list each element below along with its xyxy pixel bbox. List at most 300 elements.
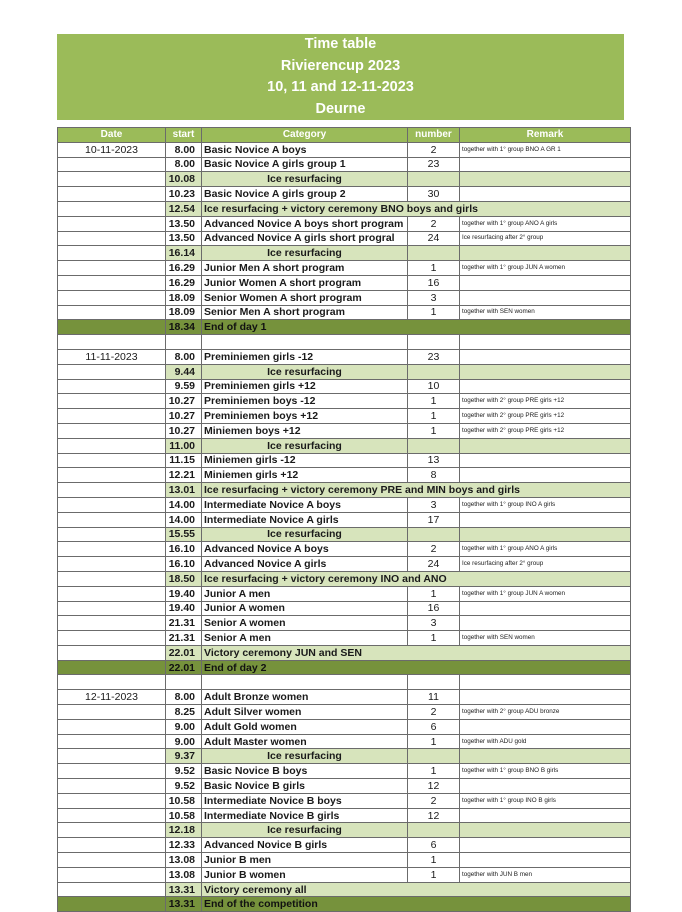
remark-cell: together with 2° group PRE girls +12 (460, 394, 631, 409)
spacer-row (58, 675, 631, 690)
category-cell: Ice resurfacing + victory ceremony PRE and MIN boys and girls (202, 483, 631, 498)
table-row (58, 719, 631, 734)
date-cell (58, 867, 166, 882)
participant-count-cell (408, 749, 460, 764)
schedule-table (57, 127, 631, 912)
remark-cell (460, 379, 631, 394)
table-row (58, 157, 631, 172)
table-row (58, 349, 631, 364)
start-time-cell: 9.52 (166, 764, 202, 779)
table-row (58, 705, 631, 720)
participant-count-cell (408, 527, 460, 542)
participant-count-cell: 6 (408, 719, 460, 734)
start-time-cell: 12.33 (166, 838, 202, 853)
date-cell (58, 631, 166, 646)
date-cell (58, 231, 166, 246)
category-cell: Junior A women (202, 601, 408, 616)
title-banner (57, 34, 624, 120)
date-cell: 11-11-2023 (58, 349, 166, 364)
category-cell: Basic Novice A girls group 1 (202, 157, 408, 172)
date-cell (58, 705, 166, 720)
table-row (58, 187, 631, 202)
category-cell: Ice resurfacing (202, 749, 408, 764)
remark-cell: together with 2° group ADU bronze (460, 705, 631, 720)
participant-count-cell: 13 (408, 453, 460, 468)
start-time-cell: 19.40 (166, 601, 202, 616)
start-time-cell: 9.59 (166, 379, 202, 394)
remark-cell: together with SEN women (460, 305, 631, 320)
remark-cell (460, 675, 631, 690)
category-cell: Preminiemen girls -12 (202, 349, 408, 364)
date-cell (58, 438, 166, 453)
start-time-cell: 13.50 (166, 216, 202, 231)
date-cell (58, 601, 166, 616)
participant-count-cell: 17 (408, 512, 460, 527)
remark-cell (460, 749, 631, 764)
remark-cell (460, 719, 631, 734)
start-time-cell: 16.29 (166, 275, 202, 290)
remark-cell: together with 1° group BNO A GR 1 (460, 142, 631, 157)
category-cell: Junior B men (202, 853, 408, 868)
category-cell: Ice resurfacing + victory ceremony INO and ANO (202, 571, 631, 586)
start-time-cell: 9.00 (166, 734, 202, 749)
start-time-cell: 18.09 (166, 305, 202, 320)
column-header-date: Date (58, 128, 166, 143)
table-row (58, 142, 631, 157)
start-time-cell: 12.18 (166, 823, 202, 838)
participant-count-cell: 1 (408, 867, 460, 882)
start-time-cell: 9.44 (166, 364, 202, 379)
start-time-cell: 9.52 (166, 779, 202, 794)
remark-cell (460, 823, 631, 838)
participant-count-cell: 1 (408, 409, 460, 424)
start-time-cell: 12.21 (166, 468, 202, 483)
start-time-cell (166, 335, 202, 350)
table-row (58, 690, 631, 705)
remark-cell: together with 1° group JUN A women (460, 586, 631, 601)
participant-count-cell: 3 (408, 290, 460, 305)
table-row (58, 438, 631, 453)
date-cell (58, 453, 166, 468)
remark-cell (460, 808, 631, 823)
remark-cell (460, 246, 631, 261)
start-time-cell: 12.54 (166, 201, 202, 216)
date-cell (58, 823, 166, 838)
remark-cell: together with 2° group PRE girls +12 (460, 423, 631, 438)
table-row (58, 290, 631, 305)
table-row (58, 512, 631, 527)
date-cell (58, 586, 166, 601)
start-time-cell: 8.00 (166, 349, 202, 364)
remark-cell (460, 187, 631, 202)
table-row (58, 364, 631, 379)
category-cell: Advanced Novice A girls (202, 557, 408, 572)
participant-count-cell: 2 (408, 542, 460, 557)
date-cell (58, 468, 166, 483)
category-cell: Victory ceremony JUN and SEN (202, 645, 631, 660)
category-cell: Intermediate Novice B boys (202, 793, 408, 808)
start-time-cell: 10.27 (166, 394, 202, 409)
table-row (58, 423, 631, 438)
participant-count-cell (408, 823, 460, 838)
participant-count-cell (408, 246, 460, 261)
participant-count-cell: 8 (408, 468, 460, 483)
participant-count-cell: 23 (408, 349, 460, 364)
remark-cell: Ice resurfacing after 2° group (460, 231, 631, 246)
participant-count-cell (408, 675, 460, 690)
start-time-cell: 9.00 (166, 719, 202, 734)
category-cell: Ice resurfacing (202, 823, 408, 838)
start-time-cell: 22.01 (166, 660, 202, 675)
remark-cell: together with ADU gold (460, 734, 631, 749)
remark-cell (460, 453, 631, 468)
start-time-cell: 19.40 (166, 586, 202, 601)
date-cell (58, 320, 166, 335)
remark-cell: together with 1° group JUN A women (460, 261, 631, 276)
date-cell (58, 557, 166, 572)
table-header-row (58, 128, 631, 143)
category-cell: Miniemen girls +12 (202, 468, 408, 483)
date-cell (58, 201, 166, 216)
start-time-cell: 10.27 (166, 423, 202, 438)
category-cell: Advanced Novice B girls (202, 838, 408, 853)
remark-cell: together with 1° group ANO A girls (460, 216, 631, 231)
category-cell: End of day 1 (202, 320, 631, 335)
participant-count-cell: 30 (408, 187, 460, 202)
date-cell (58, 764, 166, 779)
start-time-cell: 18.09 (166, 290, 202, 305)
date-cell (58, 187, 166, 202)
table-row (58, 201, 631, 216)
remark-cell (460, 172, 631, 187)
category-cell: Ice resurfacing + victory ceremony BNO boys and girls (202, 201, 631, 216)
start-time-cell: 10.08 (166, 172, 202, 187)
date-cell (58, 734, 166, 749)
start-time-cell (166, 675, 202, 690)
participant-count-cell: 6 (408, 838, 460, 853)
start-time-cell: 10.23 (166, 187, 202, 202)
table-row (58, 793, 631, 808)
date-cell (58, 675, 166, 690)
category-cell: Basic Novice A boys (202, 142, 408, 157)
participant-count-cell: 11 (408, 690, 460, 705)
participant-count-cell: 1 (408, 853, 460, 868)
remark-cell (460, 157, 631, 172)
date-cell (58, 305, 166, 320)
date-cell (58, 897, 166, 912)
date-cell (58, 838, 166, 853)
date-cell (58, 157, 166, 172)
date-cell (58, 497, 166, 512)
category-cell: Advanced Novice A boys (202, 542, 408, 557)
start-time-cell: 13.08 (166, 867, 202, 882)
category-cell: Ice resurfacing (202, 527, 408, 542)
table-row (58, 853, 631, 868)
table-row (58, 394, 631, 409)
remark-cell (460, 290, 631, 305)
start-time-cell: 18.34 (166, 320, 202, 335)
date-cell: 10-11-2023 (58, 142, 166, 157)
participant-count-cell: 1 (408, 261, 460, 276)
table-row (58, 542, 631, 557)
remark-cell (460, 468, 631, 483)
category-cell: Senior Women A short program (202, 290, 408, 305)
date-cell (58, 423, 166, 438)
table-row (58, 660, 631, 675)
remark-cell (460, 838, 631, 853)
date-cell (58, 512, 166, 527)
start-time-cell: 8.25 (166, 705, 202, 720)
table-row (58, 734, 631, 749)
category-cell: Basic Novice B boys (202, 764, 408, 779)
participant-count-cell: 12 (408, 779, 460, 794)
participant-count-cell: 2 (408, 142, 460, 157)
table-row (58, 586, 631, 601)
table-row (58, 468, 631, 483)
date-cell: 12-11-2023 (58, 690, 166, 705)
category-cell (202, 675, 408, 690)
table-row (58, 764, 631, 779)
category-cell: Miniemen boys +12 (202, 423, 408, 438)
column-header-category: Category (202, 128, 408, 143)
start-time-cell: 18.50 (166, 571, 202, 586)
date-cell (58, 645, 166, 660)
remark-cell (460, 512, 631, 527)
participant-count-cell: 2 (408, 793, 460, 808)
start-time-cell: 16.29 (166, 261, 202, 276)
category-cell: Basic Novice B girls (202, 779, 408, 794)
category-cell: Intermediate Novice B girls (202, 808, 408, 823)
category-cell: Adult Gold women (202, 719, 408, 734)
date-cell (58, 172, 166, 187)
participant-count-cell: 1 (408, 394, 460, 409)
category-cell: Advanced Novice A girls short progral (202, 231, 408, 246)
column-header-number: number (408, 128, 460, 143)
participant-count-cell (408, 172, 460, 187)
remark-cell: together with 1° group INO A girls (460, 497, 631, 512)
category-cell: Ice resurfacing (202, 438, 408, 453)
date-cell (58, 660, 166, 675)
event-location: Deurne (315, 100, 366, 117)
start-time-cell: 14.00 (166, 497, 202, 512)
participant-count-cell: 24 (408, 231, 460, 246)
remark-cell (460, 364, 631, 379)
start-time-cell: 10.58 (166, 793, 202, 808)
participant-count-cell: 1 (408, 423, 460, 438)
date-cell (58, 409, 166, 424)
category-cell: Senior A men (202, 631, 408, 646)
remark-cell: together with 1° group ANO A girls (460, 542, 631, 557)
participant-count-cell: 10 (408, 379, 460, 394)
start-time-cell: 13.01 (166, 483, 202, 498)
start-time-cell: 13.08 (166, 853, 202, 868)
start-time-cell: 13.50 (166, 231, 202, 246)
date-cell (58, 364, 166, 379)
remark-cell: together with JUN B men (460, 867, 631, 882)
date-cell (58, 853, 166, 868)
remark-cell (460, 616, 631, 631)
table-row (58, 216, 631, 231)
remark-cell: together with SEN women (460, 631, 631, 646)
participant-count-cell: 23 (408, 157, 460, 172)
table-row (58, 749, 631, 764)
category-cell: Preminiemen boys -12 (202, 394, 408, 409)
table-row (58, 261, 631, 276)
table-row (58, 645, 631, 660)
category-cell: Preminiemen boys +12 (202, 409, 408, 424)
category-cell: Intermediate Novice A boys (202, 497, 408, 512)
date-cell (58, 542, 166, 557)
date-cell (58, 616, 166, 631)
spacer-row (58, 335, 631, 350)
remark-cell (460, 779, 631, 794)
remark-cell (460, 853, 631, 868)
table-row (58, 231, 631, 246)
start-time-cell: 8.00 (166, 142, 202, 157)
participant-count-cell (408, 364, 460, 379)
table-row (58, 483, 631, 498)
date-cell (58, 793, 166, 808)
date-cell (58, 275, 166, 290)
start-time-cell: 10.58 (166, 808, 202, 823)
event-dates: 10, 11 and 12-11-2023 (267, 79, 414, 95)
date-cell (58, 335, 166, 350)
category-cell: Basic Novice A girls group 2 (202, 187, 408, 202)
category-cell: Junior A men (202, 586, 408, 601)
date-cell (58, 483, 166, 498)
column-header-remark: Remark (460, 128, 631, 143)
schedule-body (58, 142, 631, 911)
table-row (58, 409, 631, 424)
table-row (58, 838, 631, 853)
start-time-cell: 9.37 (166, 749, 202, 764)
table-row (58, 246, 631, 261)
table-row (58, 779, 631, 794)
remark-cell: together with 1° group BNO B girls (460, 764, 631, 779)
table-row (58, 823, 631, 838)
table-row (58, 897, 631, 912)
participant-count-cell (408, 335, 460, 350)
remark-cell: together with 2° group PRE girls +12 (460, 409, 631, 424)
remark-cell (460, 690, 631, 705)
date-cell (58, 808, 166, 823)
table-row (58, 527, 631, 542)
table-row (58, 305, 631, 320)
participant-count-cell: 2 (408, 216, 460, 231)
category-cell: Preminiemen girls +12 (202, 379, 408, 394)
event-name: Rivierencup 2023 (280, 57, 401, 74)
remark-cell (460, 438, 631, 453)
table-row (58, 557, 631, 572)
date-cell (58, 246, 166, 261)
table-row (58, 867, 631, 882)
date-cell (58, 527, 166, 542)
remark-cell (460, 349, 631, 364)
participant-count-cell: 3 (408, 616, 460, 631)
participant-count-cell: 12 (408, 808, 460, 823)
category-cell: Victory ceremony all (202, 882, 631, 897)
date-cell (58, 216, 166, 231)
table-row (58, 601, 631, 616)
start-time-cell: 13.31 (166, 882, 202, 897)
remark-cell (460, 335, 631, 350)
category-cell: Junior Men A short program (202, 261, 408, 276)
category-cell: Adult Master women (202, 734, 408, 749)
remark-cell: together with 1° group INO B girls (460, 793, 631, 808)
category-cell (202, 335, 408, 350)
start-time-cell: 11.00 (166, 438, 202, 453)
start-time-cell: 22.01 (166, 645, 202, 660)
date-cell (58, 261, 166, 276)
participant-count-cell: 1 (408, 764, 460, 779)
date-cell (58, 719, 166, 734)
remark-cell (460, 601, 631, 616)
participant-count-cell (408, 438, 460, 453)
category-cell: End of the competition (202, 897, 631, 912)
start-time-cell: 13.31 (166, 897, 202, 912)
date-cell (58, 749, 166, 764)
category-cell: Ice resurfacing (202, 364, 408, 379)
category-cell: Ice resurfacing (202, 172, 408, 187)
start-time-cell: 14.00 (166, 512, 202, 527)
category-cell: Adult Bronze women (202, 690, 408, 705)
remark-cell (460, 275, 631, 290)
date-cell (58, 394, 166, 409)
table-row (58, 808, 631, 823)
page-title: Time table (304, 36, 377, 52)
participant-count-cell: 1 (408, 734, 460, 749)
category-cell: Senior A women (202, 616, 408, 631)
category-cell: Ice resurfacing (202, 246, 408, 261)
remark-cell: Ice resurfacing after 2° group (460, 557, 631, 572)
table-row (58, 571, 631, 586)
remark-cell (460, 527, 631, 542)
participant-count-cell: 1 (408, 631, 460, 646)
table-row (58, 453, 631, 468)
category-cell: Miniemen girls -12 (202, 453, 408, 468)
date-cell (58, 379, 166, 394)
table-row (58, 379, 631, 394)
participant-count-cell: 2 (408, 705, 460, 720)
table-row (58, 882, 631, 897)
date-cell (58, 290, 166, 305)
table-row (58, 497, 631, 512)
table-row (58, 275, 631, 290)
start-time-cell: 8.00 (166, 690, 202, 705)
start-time-cell: 15.55 (166, 527, 202, 542)
start-time-cell: 8.00 (166, 157, 202, 172)
date-cell (58, 882, 166, 897)
table-row (58, 172, 631, 187)
participant-count-cell: 16 (408, 275, 460, 290)
category-cell: Adult Silver women (202, 705, 408, 720)
start-time-cell: 16.10 (166, 557, 202, 572)
participant-count-cell: 24 (408, 557, 460, 572)
date-cell (58, 779, 166, 794)
table-row (58, 320, 631, 335)
category-cell: End of day 2 (202, 660, 631, 675)
start-time-cell: 16.10 (166, 542, 202, 557)
date-cell (58, 571, 166, 586)
participant-count-cell: 16 (408, 601, 460, 616)
start-time-cell: 10.27 (166, 409, 202, 424)
category-cell: Intermediate Novice A girls (202, 512, 408, 527)
participant-count-cell: 3 (408, 497, 460, 512)
start-time-cell: 11.15 (166, 453, 202, 468)
category-cell: Senior Men A short program (202, 305, 408, 320)
column-header-start: start (166, 128, 202, 143)
table-row (58, 616, 631, 631)
